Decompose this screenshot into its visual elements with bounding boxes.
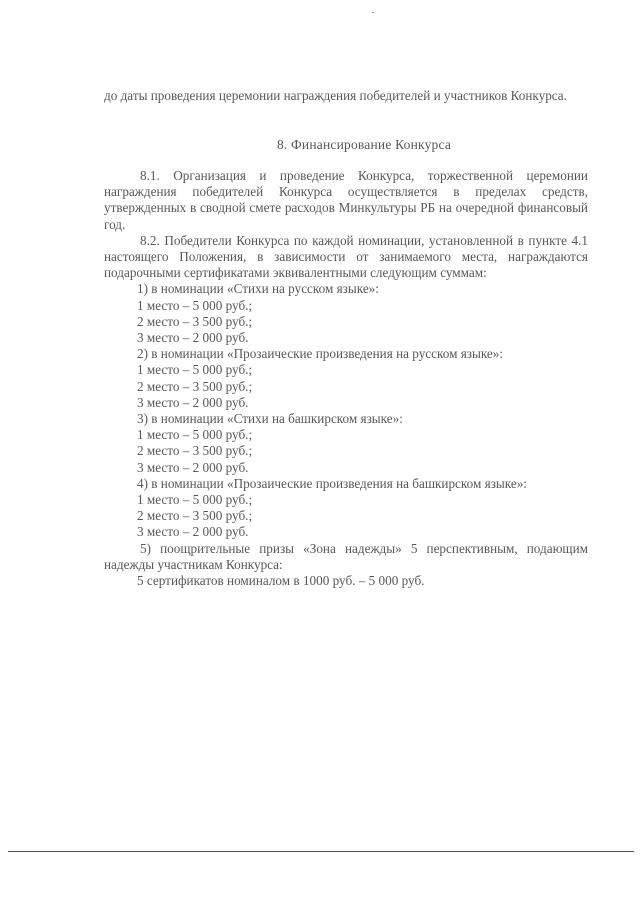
certificates-line: 5 сертификатов номиналом в 1000 руб. – 5 000 руб. (137, 573, 425, 589)
nomination-place: 3 место – 2 000 руб. (137, 394, 249, 410)
section-title-text: 8. Финансирование Конкурса (276, 137, 452, 152)
nomination-place: 2 место – 3 500 руб.; (137, 508, 253, 524)
paragraph-8-2: 8.2. Победители Конкурса по каждой номинации, установленной в пункте 4.1 настоящего Положения, в зависимости от занимаемого места, награждаются подарочными сертификатами эквивалентными следующим суммам: (104, 232, 588, 281)
nomination-place: 3 место – 2 000 руб. (137, 459, 249, 475)
nomination-title: 2) в номинации «Прозаические произведения на русском языке»: (137, 346, 504, 362)
nomination-title: 4) в номинации «Прозаические произведения на башкирском языке»: (137, 475, 527, 491)
paragraph-encouragement-prizes: 5) поощрительные призы «Зона надежды» 5 перспективным, подающим надежды участникам Конкурса: (104, 540, 588, 572)
nomination-place: 2 место – 3 500 руб.; (137, 313, 253, 329)
section-body (104, 168, 588, 589)
continuation-paragraph (104, 88, 588, 104)
scan-speck (372, 12, 374, 13)
nomination-place: 1 место – 5 000 руб.; (137, 362, 253, 378)
nomination-place: 1 место – 5 000 руб.; (137, 427, 253, 443)
nomination-place: 3 место – 2 000 руб. (137, 524, 249, 540)
nomination-place: 3 место – 2 000 руб. (137, 330, 249, 346)
paragraph-8-1: 8.1. Организация и проведение Конкурса, торжественной церемонии награждения победителей Конкурса осуществляется в пределах средств, утвержденных в сводной смете расходов Минкультуры РБ на очередной финансовый год. (104, 168, 588, 232)
nomination-title: 1) в номинации «Стихи на русском языке»: (137, 281, 379, 297)
nomination-title: 3) в номинации «Стихи на башкирском языке»: (137, 411, 403, 427)
nomination-place: 2 место – 3 500 руб.; (137, 443, 253, 459)
continuation-text: до даты проведения церемонии награждения победителей и участников Конкурса. (104, 88, 567, 103)
nomination-place: 2 место – 3 500 руб.; (137, 378, 253, 394)
footer-divider (8, 851, 634, 852)
section-title (0, 137, 640, 153)
nomination-place: 1 место – 5 000 руб.; (137, 297, 253, 313)
nomination-place: 1 место – 5 000 руб.; (137, 492, 253, 508)
